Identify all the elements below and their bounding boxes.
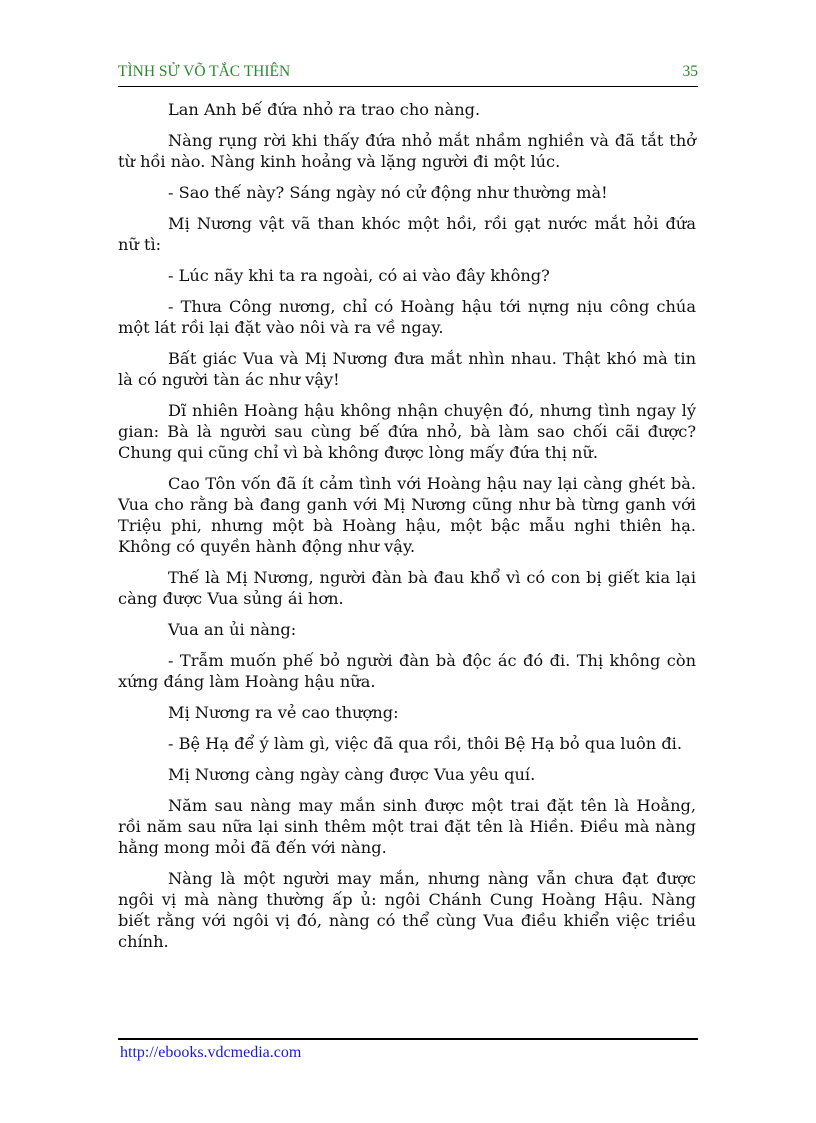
page-number: 35 <box>682 63 698 80</box>
paragraph: - Sao thế này? Sáng ngày nó cử động như thường mà! <box>168 183 608 202</box>
paragraph: - Lúc nãy khi ta ra ngoài, có ai vào đây không? <box>168 266 550 285</box>
paragraph: Năm sau nàng may mắn sinh được một trai đặt tên là Hoằng, rồi năm sau nữa lại sinh thêm một trai đặt tên là Hiền. Điều mà nàng hằng mong mỏi đã đến với nàng. <box>118 796 696 857</box>
paragraph: Thế là Mị Nương, người đàn bà đau khổ vì có con bị giết kia lại càng được Vua sủng ái hơn. <box>118 568 696 608</box>
paragraph: Nàng là một người may mắn, nhưng nàng vẫn chưa đạt được ngôi vị mà nàng thường ấp ủ: ngôi Chánh Cung Hoàng Hậu. Nàng biết rằng với ngôi vị đó, nàng có thể cùng Vua điều khiển việc triều chính. <box>118 869 696 951</box>
paragraph: Mị Nương càng ngày càng được Vua yêu quí. <box>168 765 536 784</box>
footer-divider <box>118 1038 698 1040</box>
running-header <box>118 60 698 87</box>
paragraph: - Trẫm muốn phế bỏ người đàn bà độc ác đó đi. Thị không còn xứng đáng làm Hoàng hậu nữa. <box>118 651 696 691</box>
paragraph: Cao Tôn vốn đã ít cảm tình với Hoàng hậu nay lại càng ghét bà. Vua cho rằng bà đang ganh với Mị Nương cũng như bà từng ganh với Triệu phi, nhưng một bà Hoàng hậu, một bậc mẫu nghi thiên hạ. Không có quyền hành động như vậy. <box>118 474 696 556</box>
paragraph: Mị Nương vật vã than khóc một hồi, rồi gạt nước mắt hỏi đứa nữ tì: <box>118 214 696 254</box>
paragraph: Vua an ủi nàng: <box>168 620 297 639</box>
paragraph: Bất giác Vua và Mị Nương đưa mắt nhìn nhau. Thật khó mà tin là có người tàn ác như vậy! <box>118 349 696 389</box>
footer-url-link[interactable]: http://ebooks.vdcmedia.com <box>120 1044 302 1061</box>
body-text <box>118 99 696 962</box>
paragraph: Nàng rụng rời khi thấy đứa nhỏ mắt nhầm nghiền và đã tắt thở từ hồi nào. Nàng kinh hoảng và lặng người đi một lúc. <box>118 131 696 171</box>
paragraph: Lan Anh bế đứa nhỏ ra trao cho nàng. <box>168 100 481 119</box>
book-title: TÌNH SỬ VÕ TẮC THIÊN <box>118 63 291 80</box>
paragraph: - Thưa Công nương, chỉ có Hoàng hậu tới nựng nịu công chúa một lát rồi lại đặt vào nôi và ra về ngay. <box>118 297 696 337</box>
paragraph: Mị Nương ra vẻ cao thượng: <box>168 703 399 722</box>
paragraph: Dĩ nhiên Hoàng hậu không nhận chuyện đó, nhưng tình ngay lý gian: Bà là người sau cùng bế đứa nhỏ, bà làm sao chối cãi được? Chung qui cũng chỉ vì bà không được lòng mấy đứa thị nữ. <box>118 401 696 462</box>
paragraph: - Bệ Hạ để ý làm gì, việc đã qua rồi, thôi Bệ Hạ bỏ qua luôn đi. <box>168 734 683 753</box>
